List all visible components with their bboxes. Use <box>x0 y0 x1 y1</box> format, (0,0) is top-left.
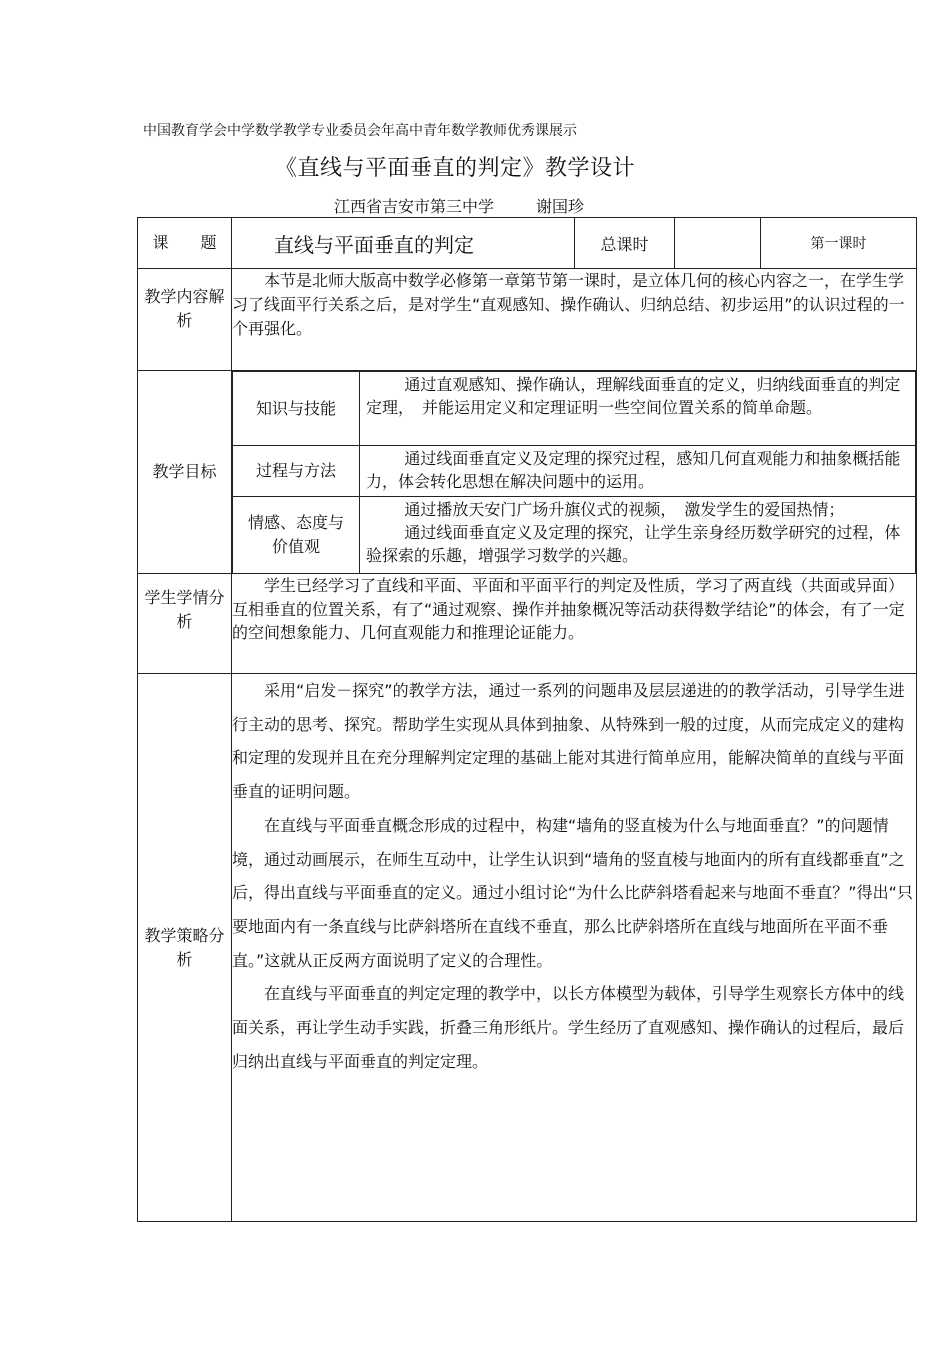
objective-process-text: 通过线面垂直定义及定理的探究过程，感知几何直观能力和抽象概括能力，体会转化思想在解决问题中的运用。 <box>360 446 916 497</box>
strategy-paragraph: 在直线与平面垂直概念形成的过程中，构建“墙角的竖直棱为什么与地面垂直？”的问题情境，通过动画展示，在师生互动中，让学生认识到“墙角的竖直棱与地面内的所有直线都垂直”之后，得出直线与平面垂直的定义。通过小组讨论“为什么比萨斜塔看起来与地面不垂直？”得出“只要地面内有一条直线与比萨斜塔所在直线不垂直，那么比萨斜塔所在直线与地面所在平面不垂直。”这就从正反两方面说明了定义的合理性。 <box>232 815 913 970</box>
strategy-paragraph: 在直线与平面垂直的判定定理的教学中，以长方体模型为载体，引导学生观察长方体中的线面关系，再让学生动手实践，折叠三角形纸片。学生经历了直观感知、操作确认的过程后，最后归纳出直线与平面垂直的判定定理。 <box>232 984 905 1071</box>
objective-knowledge-text: 通过直观感知、操作确认，理解线面垂直的定义，归纳线面垂直的判定定理， 并能运用定义和定理证明一些空间位置关系的简单命题。 <box>360 372 916 446</box>
total-hours-label: 总课时 <box>575 218 675 269</box>
objectives-label: 教学目标 <box>138 371 232 574</box>
objective-knowledge-label: 知识与技能 <box>233 372 360 446</box>
student-analysis-label: 学生学情分析 <box>138 574 232 674</box>
objectives-subtable <box>232 371 916 573</box>
strategy-paragraph: 采用“启发－探究”的教学方法，通过一系列的问题串及层层递进的的教学活动，引导学生进行主动的思考、探究。帮助学生实现从具体到抽象、从特殊到一般的过度，从而完成定义的建构和定理的发现并且在充分理解判定定理的基础上能对其进行简单应用，能解决简单的直线与平面垂直的证明问题。 <box>232 681 905 802</box>
objective-attitude-label: 情感、态度与价值观 <box>233 497 360 573</box>
student-analysis-text: 学生已经学习了直线和平面、平面和平面平行的判定及性质，学习了两直线（共面或异面）互相垂直的位置关系，有了“通过观察、操作并抽象概况等活动获得数学结论”的体会，有了一定的空间想象能力、几何直观能力和推理论证能力。 <box>232 574 917 674</box>
objective-process-label: 过程与方法 <box>233 446 360 497</box>
objectives-row <box>138 371 917 574</box>
objective-attitude-text <box>360 497 916 573</box>
author-school: 江西省吉安市第三中学 <box>334 197 495 216</box>
strategy-row <box>138 674 917 1222</box>
header-line: 中国教育学会中学数学教学专业委员会年高中青年数学教师优秀课展示 <box>143 123 577 139</box>
content-analysis-row <box>138 269 917 371</box>
session-label: 第一课时 <box>761 218 917 269</box>
content-analysis-text: 本节是北师大版高中数学必修第一章第节第一课时，是立体几何的核心内容之一，在学生学习了线面平行关系之后，是对学生“直观感知、操作确认、归纳总结、初步运用”的认识过程的一个再强化。 <box>232 269 917 371</box>
content-analysis-label: 教学内容解析 <box>138 269 232 371</box>
objective-attitude <box>233 497 916 573</box>
topic-value: 直线与平面垂直的判定 <box>232 218 575 269</box>
objective-attitude-text-1: 通过播放天安门广场升旗仪式的视频， 激发学生的爱国热情； <box>404 500 845 519</box>
topic-label: 课 题 <box>138 218 232 269</box>
strategy-label: 教学策略分析 <box>138 674 232 1222</box>
objective-attitude-text-2: 通过线面垂直定义及定理的探究，让学生亲身经历数学研究的过程，体验探索的乐趣，增强学习数学的兴趣。 <box>366 523 901 565</box>
student-analysis-row <box>138 574 917 674</box>
total-hours-value <box>675 218 761 269</box>
objective-knowledge <box>233 372 916 446</box>
lesson-plan-table <box>137 217 917 1222</box>
objective-process <box>233 446 916 497</box>
document-title: 《直线与平面垂直的判定》教学设计 <box>275 156 636 181</box>
author-line <box>334 194 584 217</box>
topic-row <box>138 218 917 269</box>
author-name: 谢国珍 <box>536 197 585 216</box>
strategy-text <box>232 674 917 1222</box>
